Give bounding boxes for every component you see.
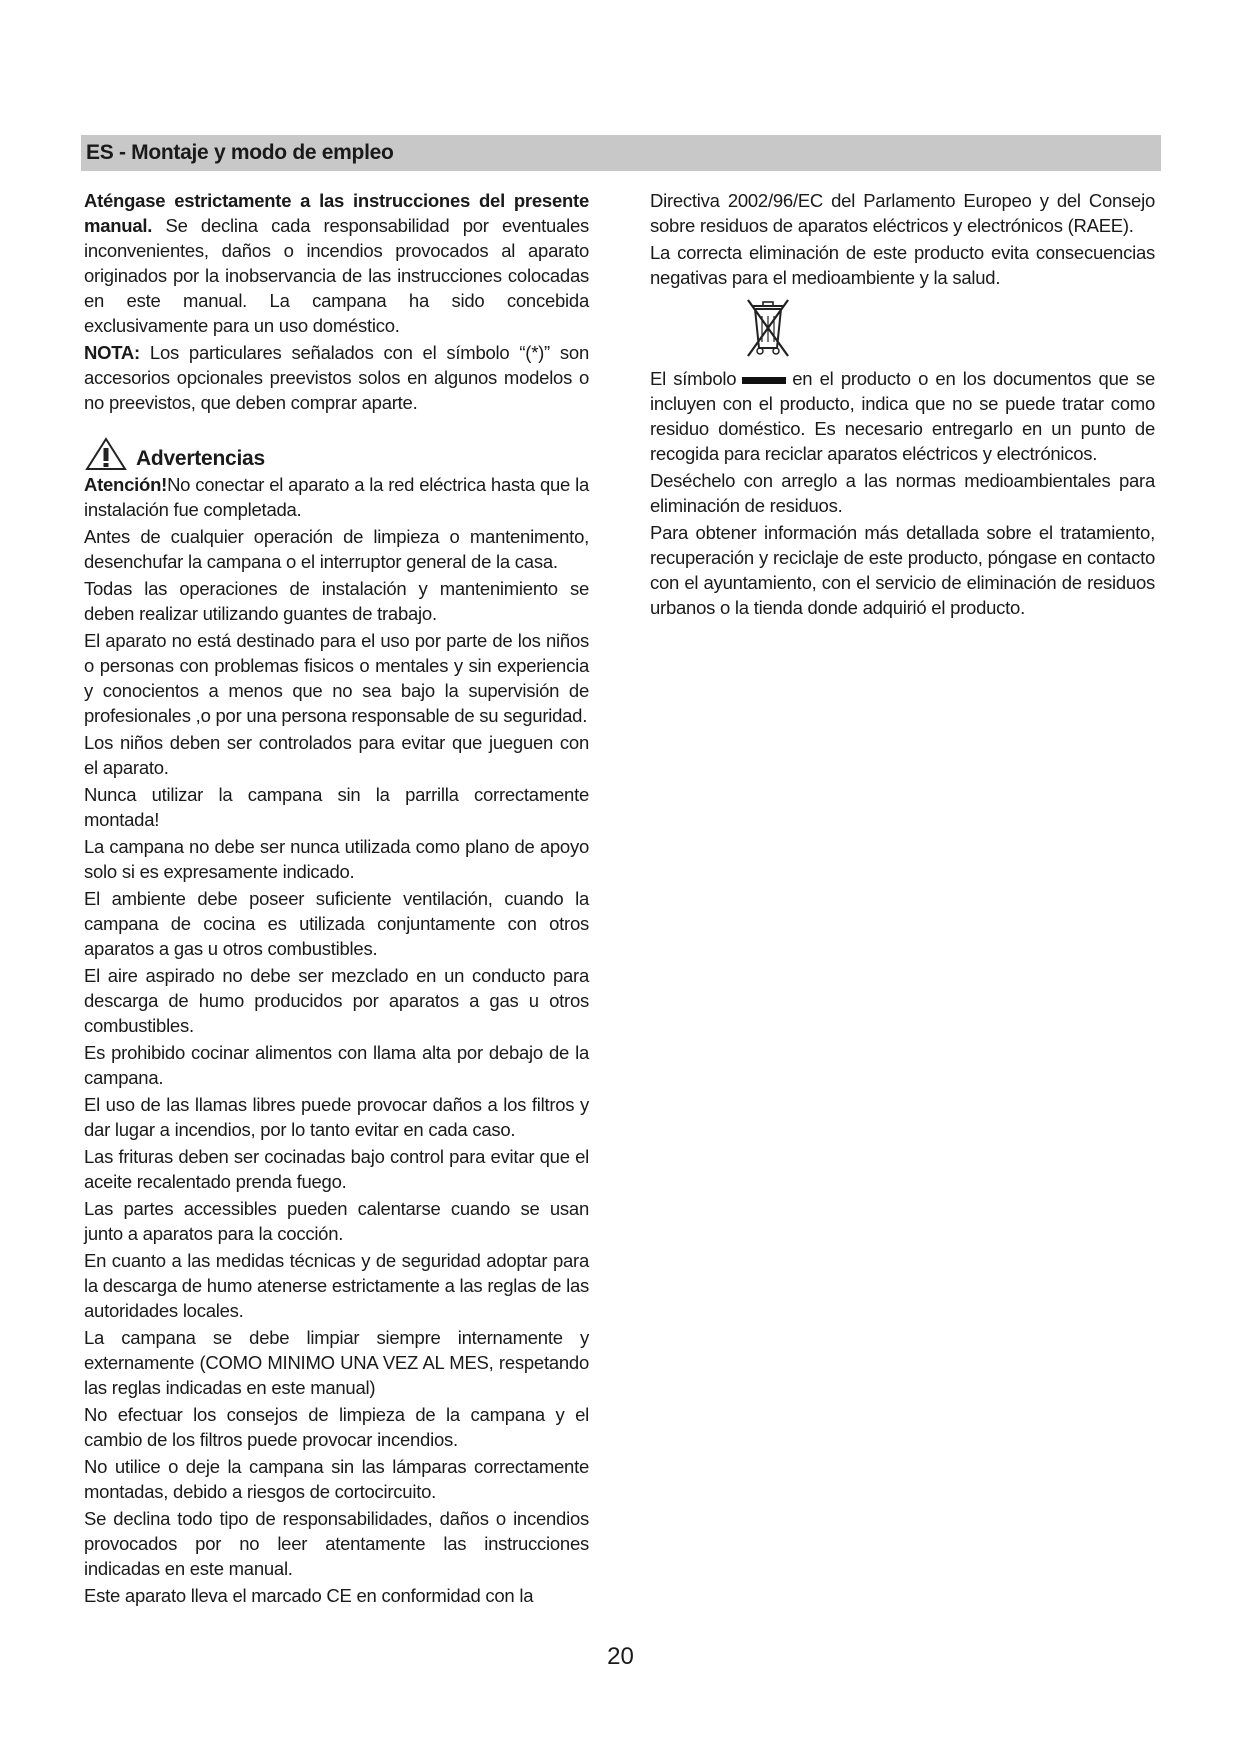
warning-paragraph: Es prohibido cocinar alimentos con llama alta por debajo de la campana. — [84, 1042, 589, 1088]
right-column — [650, 188, 1155, 622]
warning-paragraph: El aire aspirado no debe ser mezclado en un conducto para descarga de humo producidos por aparatos a gas u otros combustibles. — [84, 965, 589, 1036]
disposal-paragraph: La correcta eliminación de este producto evita consecuencias negativas para el medioambiente y la salud. — [650, 242, 1155, 288]
warning-paragraph: El ambiente debe poseer suficiente ventilación, cuando la campana de cocina es utilizada conjuntamente con otros aparatos a gas u otros combustibles. — [84, 888, 589, 959]
weee-symbol — [650, 296, 1155, 358]
warning-paragraph: La campana se debe limpiar siempre internamente y externamente (COMO MINIMO UNA VEZ AL MES, respetando las reglas indicadas en este manual) — [84, 1327, 589, 1398]
warning-paragraph: El aparato no está destinado para el uso por parte de los niños o personas con problemas fisicos o mentales y sin experiencia y conocientos a menos que no sea bajo la supervisión de profesionales ,o por una persona responsable de su seguridad. — [84, 630, 589, 726]
warnings-title: Advertencias — [136, 447, 265, 470]
atencion-label: Atención! — [84, 474, 168, 495]
left-column — [84, 188, 589, 1610]
warning-paragraph: El uso de las llamas libres puede provocar daños a los filtros y dar lugar a incendios, por lo tanto evitar en cada caso. — [84, 1094, 589, 1140]
warning-paragraph: Los niños deben ser controlados para evitar que jueguen con el aparato. — [84, 732, 589, 778]
warning-triangle-icon — [84, 437, 128, 471]
warning-paragraph: Nunca utilizar la campana sin la parrilla correctamente montada! — [84, 784, 589, 830]
warning-paragraph: Las partes accessibles pueden calentarse cuando se usan junto a aparatos para la cocción. — [84, 1198, 589, 1244]
directive-paragraph: Directiva 2002/96/EC del Parlamento Europeo y del Consejo sobre residuos de aparatos eléctricos y electrónicos (RAEE). — [650, 190, 1155, 236]
symbol-text-after: en el producto o en los documentos que se incluyen con el producto, indica que no se puede tratar como residuo doméstico. Es necesario entregarlo en un punto de recogida para reciclar aparatos eléctricos y electrónicos. — [650, 368, 1155, 464]
crossed-bin-icon — [744, 296, 792, 358]
intro-text: Se declina cada responsabilidad por eventuales inconvenientes, daños o incendios provocados al aparato originados por la inobservancia de las instrucciones colocadas en este manual. La campana ha sido concebida exclusivamente para un uso doméstico. — [84, 215, 589, 336]
section-header — [81, 135, 1161, 171]
nota-paragraph — [84, 340, 589, 415]
intro-paragraph — [84, 188, 589, 338]
info-paragraph: Para obtener información más detallada sobre el tratamiento, recuperación y reciclaje de este producto, póngase en contacto con el ayuntamiento, con el servicio de eliminación de residuos urbanos o la tienda donde adquirió el producto. — [650, 522, 1155, 618]
warning-paragraph: Se declina todo tipo de responsabilidades, daños o incendios provocados por no leer atentamente las instrucciones indicadas en este manual. — [84, 1508, 589, 1579]
nota-text: Los particulares señalados con el símbolo “(*)” son accesorios opcionales preevistos solos en algunos modelos o no preevistos, que deben comprar aparte. — [84, 342, 589, 413]
atencion-paragraph — [84, 472, 589, 522]
dispose-paragraph: Deséchelo con arreglo a las normas medioambientales para eliminación de residuos. — [650, 470, 1155, 516]
warning-paragraph: En cuanto a las medidas técnicas y de seguridad adoptar para la descarga de humo atenerse estrictamente a las reglas de las autoridades locales. — [84, 1250, 589, 1321]
page-number: 20 — [607, 1643, 634, 1670]
section-title: ES - Montaje y modo de empleo — [86, 141, 394, 164]
warning-paragraph: Este aparato lleva el marcado CE en conformidad con la — [84, 1585, 534, 1606]
symbol-text-before: El símbolo — [650, 368, 737, 389]
nota-label: NOTA: — [84, 342, 140, 363]
warning-paragraph: No efectuar los consejos de limpieza de la campana y el cambio de los filtros puede provocar incendios. — [84, 1404, 589, 1450]
atencion-text: No conectar el aparato a la red eléctrica hasta que la instalación fue completada. — [84, 474, 589, 520]
intro-bold: Aténgase estrictamente a las instrucciones del presente manual. — [84, 190, 589, 236]
warning-paragraph: Todas las operaciones de instalación y mantenimiento se deben realizar utilizando guantes de trabajo. — [84, 578, 589, 624]
warning-paragraph: Las frituras deben ser cocinadas bajo control para evitar que el aceite recalentado prenda fuego. — [84, 1146, 589, 1192]
warning-paragraph: Antes de cualquier operación de limpieza o mantenimento, desenchufar la campana o el interruptor general de la casa. — [84, 526, 589, 572]
black-bar-symbol — [742, 377, 786, 384]
warning-paragraph: No utilice o deje la campana sin las lámparas correctamente montadas, debido a riesgos de cortocircuito. — [84, 1456, 589, 1502]
warnings-list — [84, 524, 589, 1608]
symbol-paragraph — [650, 366, 1155, 466]
warning-paragraph: La campana no debe ser nunca utilizada como plano de apoyo solo si es expresamente indicado. — [84, 836, 589, 882]
warnings-heading — [84, 437, 589, 471]
